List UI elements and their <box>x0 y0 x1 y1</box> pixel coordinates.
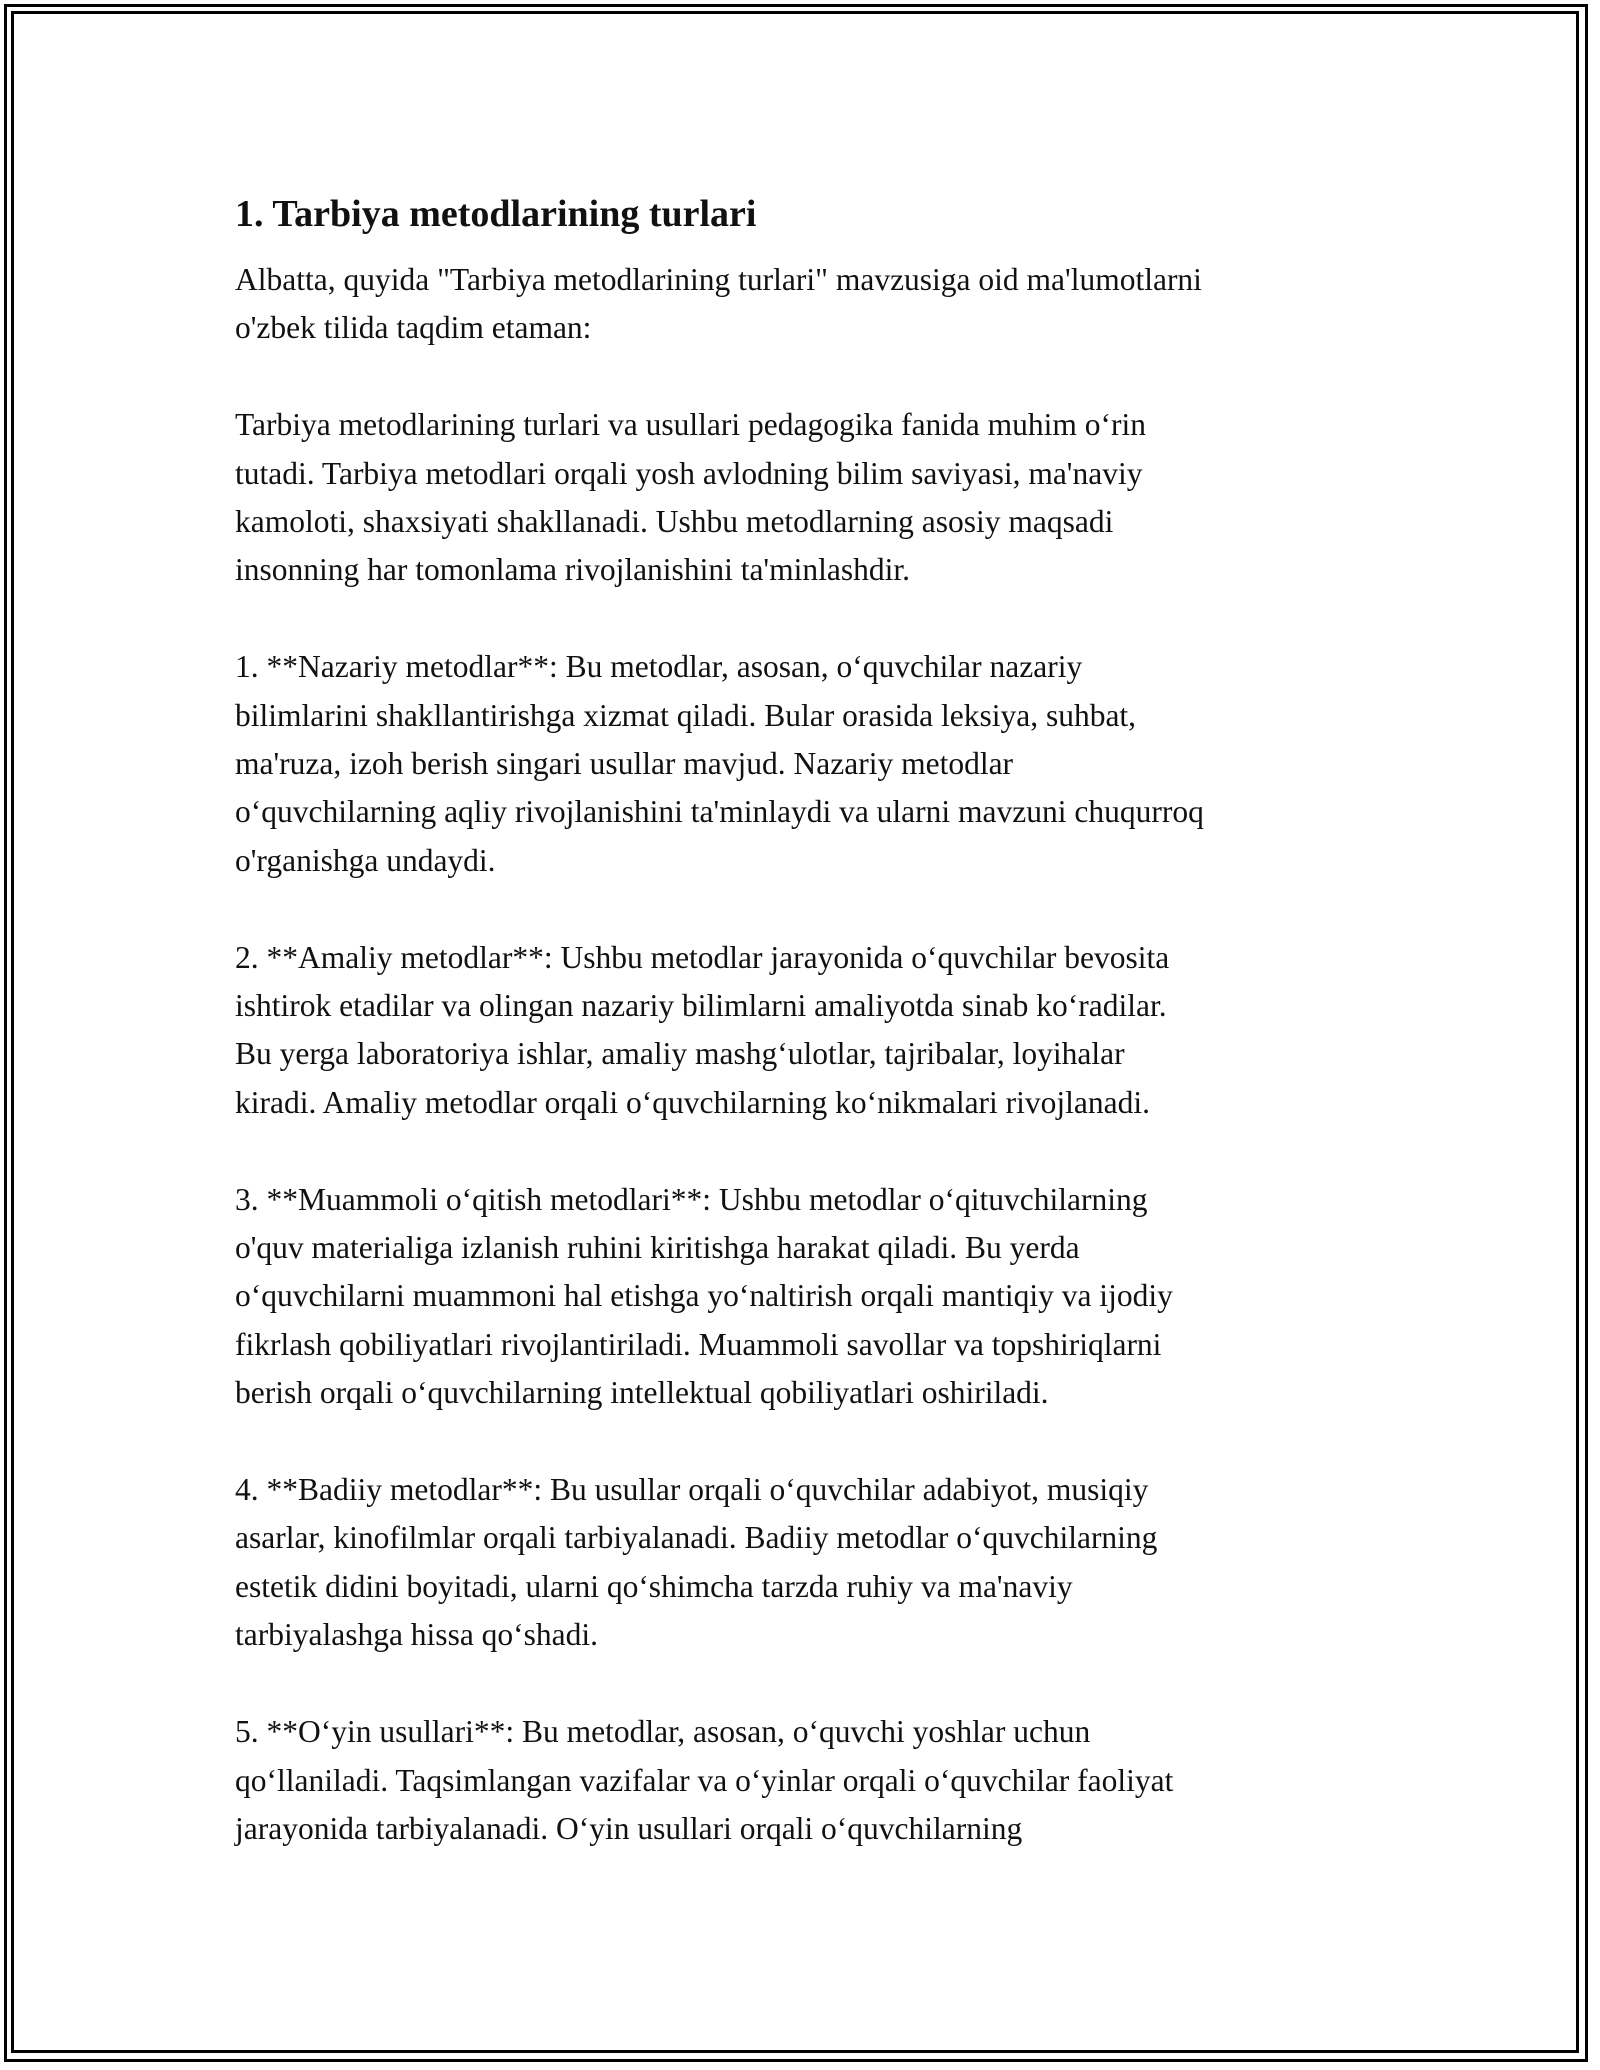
text-line: fikrlash qobiliyatlari rivojlantiriladi. Muammoli savollar va topshiriqlarni <box>235 1326 1162 1362</box>
text-line: 4. **Badiiy metodlar**: Bu usullar orqali o‘quvchilar adabiyot, musiqiy <box>235 1472 1149 1508</box>
text-line: kiradi. Amaliy metodlar orqali o‘quvchilarning ko‘nikmalari rivojlanadi. <box>235 1084 1151 1120</box>
text-line: jarayonida tarbiyalanadi. O‘yin usullari orqali o‘quvchilarning <box>235 1810 1023 1846</box>
text-line: ma'ruza, izoh berish singari usullar mavjud. Nazariy metodlar <box>235 746 1014 782</box>
text-line: tarbiyalashga hissa qo‘shadi. <box>235 1617 599 1653</box>
text-line: tutadi. Tarbiya metodlari orqali yosh avlodning bilim saviyasi, ma'naviy <box>235 455 1143 491</box>
document-title: 1. Tarbiya metodlarining turlari <box>235 193 757 235</box>
text-line: berish orqali o‘quvchilarning intellektual qobiliyatlari oshiriladi. <box>235 1375 1049 1411</box>
text-line: o‘quvchilarning aqliy rivojlanishini ta'minlaydi va ularni mavzuni chuqurroq <box>235 794 1204 830</box>
paragraph-oyin-usullari <box>235 1708 1375 1853</box>
text-line: bilimlarini shakllantirishga xizmat qiladi. Bular orasida leksiya, suhbat, <box>235 697 1137 733</box>
text-line: o'rganishga undaydi. <box>235 842 496 878</box>
text-line: estetik didini boyitadi, ularni qo‘shimcha tarzda ruhiy va ma'naviy <box>235 1568 1073 1604</box>
paragraph-muammoli-metodlar <box>235 1176 1375 1418</box>
paragraph-amaliy-metodlar <box>235 934 1375 1128</box>
text-line: insonning har tomonlama rivojlanishini ta'minlashdir. <box>235 552 910 588</box>
text-line: 2. **Amaliy metodlar**: Ushbu metodlar jarayonida o‘quvchilar bevosita <box>235 939 1170 975</box>
paragraph-badiiy-metodlar <box>235 1466 1375 1660</box>
paragraph-overview <box>235 401 1375 595</box>
text-line: 1. **Nazariy metodlar**: Bu metodlar, asosan, o‘quvchilar nazariy <box>235 649 1083 685</box>
text-line: kamoloti, shaxsiyati shakllanadi. Ushbu metodlarning asosiy maqsadi <box>235 504 1114 540</box>
text-line: Bu yerga laboratoriya ishlar, amaliy mashg‘ulotlar, tajribalar, loyihalar <box>235 1036 1125 1072</box>
text-line: qo‘llaniladi. Taqsimlangan vazifalar va o‘yinlar orqali o‘quvchilar faoliyat <box>235 1762 1174 1798</box>
text-line: 5. **O‘yin usullari**: Bu metodlar, asosan, o‘quvchi yoshlar uchun <box>235 1714 1091 1750</box>
text-line: asarlar, kinofilmlar orqali tarbiyalanadi. Badiiy metodlar o‘quvchilarning <box>235 1520 1158 1556</box>
document-body <box>235 186 1375 1853</box>
text-line: 3. **Muammoli o‘qitish metodlari**: Ushbu metodlar o‘qituvchilarning <box>235 1181 1148 1217</box>
text-line: Tarbiya metodlarining turlari va usullari pedagogika fanida muhim o‘rin <box>235 407 1147 443</box>
text-line: Albatta, quyida "Tarbiya metodlarining turlari" mavzusiga oid ma'lumotlarni <box>235 262 1202 297</box>
text-line: o'zbek tilida taqdim etaman: <box>235 310 592 346</box>
paragraph-nazariy-metodlar <box>235 643 1375 885</box>
text-line: o‘quvchilarni muammoni hal etishga yo‘naltirish orqali mantiqiy va ijodiy <box>235 1278 1173 1314</box>
text-line: ishtirok etadilar va olingan nazariy bilimlarni amaliyotda sinab ko‘radilar. <box>235 988 1167 1024</box>
text-line: o'quv materialiga izlanish ruhini kiritishga harakat qiladi. Bu yerda <box>235 1230 1080 1266</box>
paragraph-intro <box>235 256 1375 353</box>
